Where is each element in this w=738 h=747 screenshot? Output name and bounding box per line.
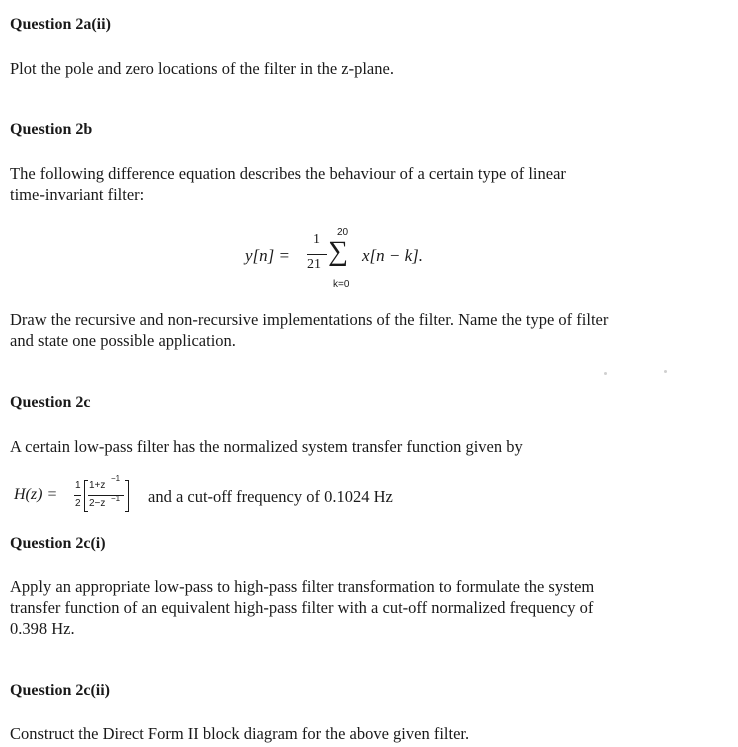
- question-2c-i-line-1: Apply an appropriate low-pass to high-pass filter transformation to formulate the system: [10, 577, 595, 596]
- equation-rhs: x[n − k].: [362, 246, 424, 265]
- heading-question-2b: Question 2b: [10, 121, 93, 138]
- equation-fraction-numerator: 1: [313, 232, 320, 247]
- question-2b-line-2: time-invariant filter:: [10, 185, 145, 204]
- inner-denominator-exponent: −1: [111, 494, 121, 503]
- equation-fraction-bar: [307, 254, 327, 255]
- question-2b-line-1: The following difference equation describes the behaviour of a certain type of linear: [10, 164, 566, 183]
- summation-icon: ∑: [328, 236, 348, 267]
- question-2c-ii-text: Construct the Direct Form II block diagram for the above given filter.: [10, 724, 470, 743]
- stray-mark: [664, 370, 667, 373]
- cutoff-frequency-text: and a cut-off frequency of 0.1024 Hz: [148, 487, 393, 506]
- transfer-fraction-denominator: 2: [75, 498, 81, 509]
- right-bracket-icon: [125, 480, 129, 512]
- question-2b-text: [10, 163, 566, 205]
- left-bracket-icon: [84, 480, 88, 512]
- inner-numerator: 1+z: [89, 480, 106, 491]
- heading-question-2c-ii: Question 2c(ii): [10, 682, 110, 699]
- question-2c-i-text: [10, 576, 594, 639]
- question-2b-followup-line-2: and state one possible application.: [10, 331, 236, 350]
- question-2c-i-line-3: 0.398 Hz.: [10, 619, 75, 638]
- question-2c-i-line-2: transfer function of an equivalent high-pass filter with a cut-off normalized frequency of: [10, 598, 594, 617]
- transfer-fraction-bar: [74, 495, 81, 496]
- transfer-function-lhs: H(z) =: [14, 486, 58, 503]
- heading-question-2c: Question 2c: [10, 394, 91, 411]
- question-2b-followup-line-1: Draw the recursive and non-recursive implementations of the filter. Name the type of filter: [10, 310, 609, 329]
- equation-fraction-denominator: 21: [307, 257, 321, 272]
- question-2b-followup: [10, 309, 608, 351]
- stray-mark: [604, 372, 607, 375]
- question-2c-text: A certain low-pass filter has the normalized system transfer function given by: [10, 437, 523, 456]
- sum-lower-limit: k=0: [333, 279, 350, 290]
- equation-lhs: y[n] =: [245, 246, 290, 265]
- transfer-fraction-numerator: 1: [75, 480, 81, 491]
- inner-numerator-exponent: −1: [111, 474, 121, 483]
- sum-upper-limit: 20: [337, 227, 349, 238]
- heading-question-2a-ii: Question 2a(ii): [10, 16, 111, 33]
- question-2a-ii-text: Plot the pole and zero locations of the filter in the z-plane.: [10, 59, 394, 78]
- heading-question-2c-i: Question 2c(i): [10, 535, 106, 552]
- inner-denominator: 2−z: [89, 498, 106, 509]
